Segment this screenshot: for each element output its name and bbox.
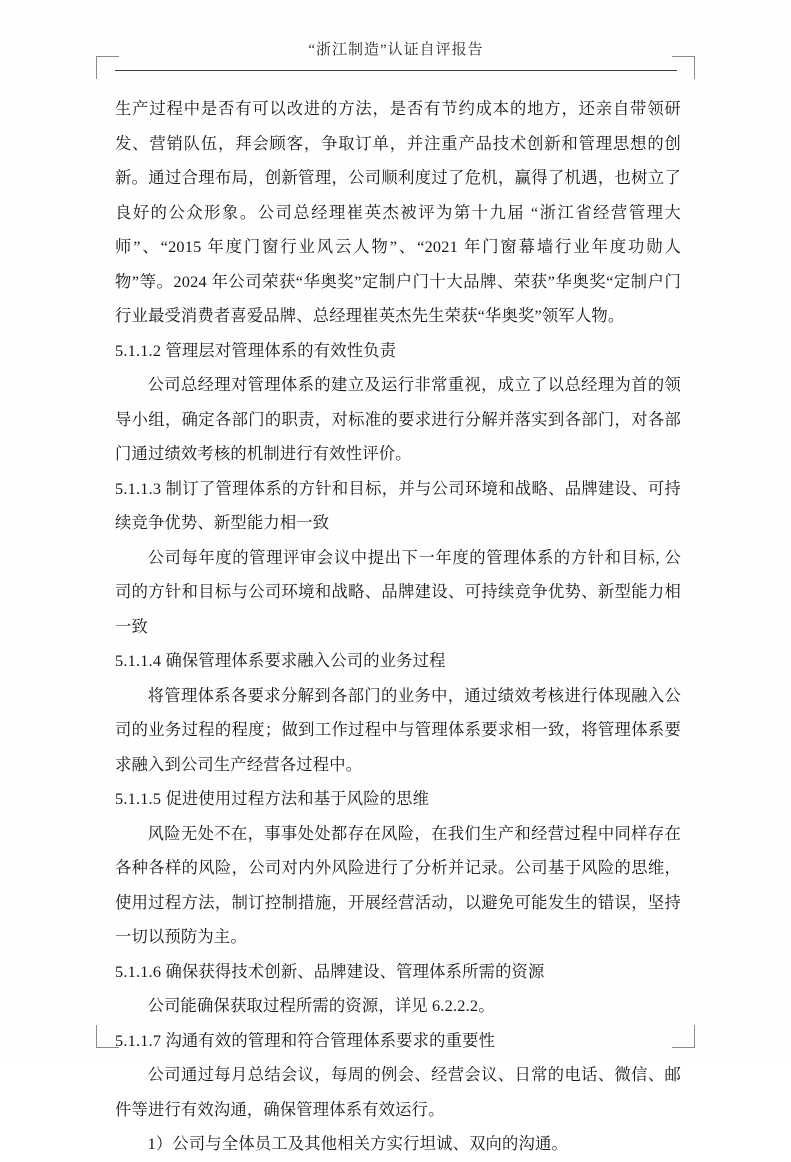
paragraph-production-process: 生产过程中是否有可以改进的方法，是否有节约成本的地方，还亲自带领研发、营销队伍，拜会顾客，争取订单，并注重产品技术创新和管理思想的创新。通过合理布局，创新管理，公司顺利度过了危机，赢得了机遇，也树立了良好的公众形象。公司总经理崔英杰被评为第十九届 “浙江省经营管理大师”、“2015 年度门窗行业风云人物”、“2021 年门窗幕墙行业年度功勋人物”等。2024 年公司荣获“华奥奖”定制户门十大品牌、荣获”华奥奖“定制户门行业最受消费者喜爱品牌、总经理崔英杰先生荣获“华奥奖”领军人物。: [115, 99, 681, 325]
heading-5-1-1-4: 5.1.1.4 确保管理体系要求融入公司的业务过程: [115, 651, 446, 670]
heading-5-1-1-3: 5.1.1.3 制订了管理体系的方针和目标，并与公司环境和战略、品牌建设、可持续竞争优势、新型能力相一致: [115, 478, 681, 532]
paragraph-5-1-1-7-body: 公司通过每月总结会议，每周的例会、经营会议、日常的电话、微信、邮件等进行有效沟通，确保管理体系有效运行。: [115, 1065, 681, 1119]
heading-5-1-1-2: 5.1.1.2 管理层对管理体系的有效性负责: [115, 340, 397, 360]
paragraph-5-1-1-3-body: 公司每年度的管理评审会议中提出下一年度的管理体系的方针和目标, 公司的方针和目标与公司环境和战略、品牌建设、可持续竞争优势、新型能力相一致: [115, 547, 681, 636]
crop-mark-top-right: [672, 56, 695, 79]
list-item-1: 1）公司与全体员工及其他相关方实行坦诚、双向的沟通。: [147, 1134, 568, 1153]
crop-mark-top-left: [96, 56, 119, 79]
header-title: “浙江制造”认证自评报告: [308, 42, 484, 58]
header-divider: [115, 70, 677, 71]
heading-5-1-1-7: 5.1.1.7 沟通有效的管理和符合管理体系要求的重要性: [115, 1030, 496, 1050]
paragraph-5-1-1-2-body: 公司总经理对管理体系的建立及运行非常重视，成立了以总经理为首的领导小组，确定各部门的职责，对标准的要求进行分解并落实到各部门，对各部门通过绩效考核的机制进行有效性评价。: [115, 375, 681, 463]
document-body: [115, 92, 681, 1162]
heading-5-1-1-5: 5.1.1.5 促进使用过程方法和基于风险的思维: [115, 789, 430, 808]
paragraph-5-1-1-5-body: 风险无处不在，事事处处都存在风险，在我们生产和经营过程中同样存在各种各样的风险，公司对内外风险进行了分析并记录。公司基于风险的思维，使用过程方法，制订控制措施，开展经营活动，以避免可能发生的错误，坚持一切以预防为主。: [115, 823, 681, 946]
paragraph-5-1-1-6-body: 公司能确保获取过程所需的资源，详见 6.2.2.2。: [147, 996, 495, 1015]
heading-5-1-1-6: 5.1.1.6 确保获得技术创新、品牌建设、管理体系所需的资源: [115, 961, 545, 981]
paragraph-5-1-1-4-body: 将管理体系各要求分解到各部门的业务中，通过绩效考核进行体现融入公司的业务过程的程度；做到工作过程中与管理体系要求相一致，将管理体系要求融入到公司生产经营各过程中。: [115, 685, 681, 774]
page-header: [115, 38, 677, 59]
